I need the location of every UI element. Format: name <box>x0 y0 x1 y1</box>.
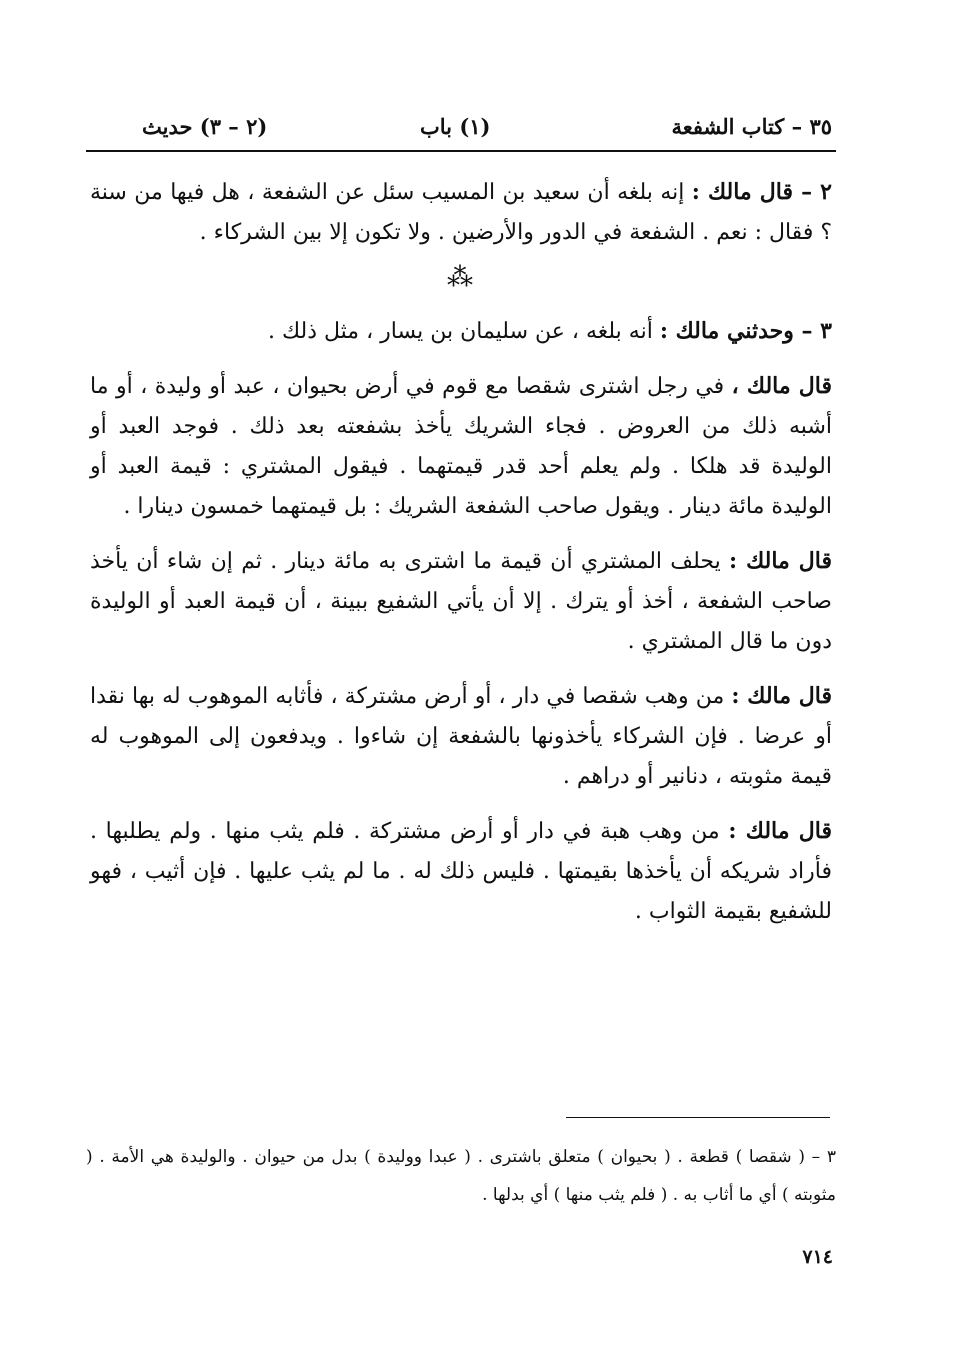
paragraph-malik-1 <box>90 366 832 527</box>
page-number: ٧١٤ <box>802 1246 833 1268</box>
main-text <box>90 172 832 946</box>
paragraph-lead: قال مالك : <box>729 548 832 574</box>
section-separator: ⁂ <box>447 263 475 293</box>
running-header <box>120 108 832 148</box>
footnote: ٣ – ( شقصا ) قطعة . ( بحيوان ) متعلق باشترى . ( عبدا ووليدة ) بدل من حيوان . والوليدة هي الأمة . ( مثوبته ) أي ما أثاب به . ( فلم يثب منها ) أي بدلها . <box>86 1147 836 1205</box>
paragraph-hadith-3 <box>90 311 832 352</box>
paragraph-lead: قال مالك : <box>731 683 832 709</box>
paragraph-hadith-2 <box>90 172 832 253</box>
paragraph-text: يحلف المشتري أن قيمة ما اشترى به مائة دينار . ثم إن شاء أن يأخذ صاحب الشفعة ، أخذ أو يترك . إلا أن يأتي الشفيع ببينة ، أن قيمة العبد أو الوليدة دون ما قال المشتري . <box>90 549 832 654</box>
paragraph-lead: قال مالك ، <box>731 373 833 399</box>
paragraph-text: أنه بلغه ، عن سليمان بن يسار ، مثل ذلك . <box>267 319 660 344</box>
paragraph-text: إنه بلغه أن سعيد بن المسيب سئل عن الشفعة ، هل فيها من سنة ؟ فقال : نعم . الشفعة في الدور والأرضين . ولا تكون إلا بين الشركاء . <box>90 180 832 245</box>
paragraph-text: في رجل اشترى شقصا مع قوم في أرض بحيوان ، عبد أو وليدة ، أو ما أشبه ذلك من العروض . فجاء الشريك يأخذ بشفعته بعد ذلك . فوجد العبد أو الوليدة قد هلكا . ولم يعلم أحد قدر قيمتهما . فيقول المشتري : قيمة العبد أو الوليدة مائة دينار . ويقول صاحب الشفعة الشريك : بل قيمتهما خمسون دينارا . <box>90 374 832 519</box>
paragraph-lead: ٢ – قال مالك : <box>691 179 832 205</box>
header-rule <box>86 150 836 152</box>
footnote-rule <box>566 1117 830 1118</box>
paragraph-malik-3 <box>90 676 832 797</box>
paragraph-text: من وهب شقصا في دار ، أو أرض مشتركة ، فأثابه الموهوب له بها نقدا أو عرضا . فإن الشركاء يأخذونها بالشفعة إن شاءوا . ويدفعون إلى الموهوب له قيمة مثوبته ، دنانير أو دراهم . <box>90 684 832 789</box>
header-hadith-range: (٢ – ٣) حديث <box>142 114 268 139</box>
paragraph-malik-4 <box>90 811 832 932</box>
header-chapter: ٣٥ – كتاب الشفعة <box>671 114 832 139</box>
paragraph-text: من وهب هبة في دار أو أرض مشتركة . فلم يثب منها . ولم يطلبها . فأراد شريكه أن يأخذها بقيمتها . فليس ذلك له . ما لم يثب عليها . فإن أثيب ، فهو للشفيع بقيمة الثواب . <box>90 819 832 924</box>
paragraph-malik-2 <box>90 541 832 662</box>
paragraph-lead: ٣ – وحدثني مالك : <box>659 318 832 344</box>
header-section: (١) باب <box>420 114 491 139</box>
paragraph-lead: قال مالك : <box>728 818 833 844</box>
